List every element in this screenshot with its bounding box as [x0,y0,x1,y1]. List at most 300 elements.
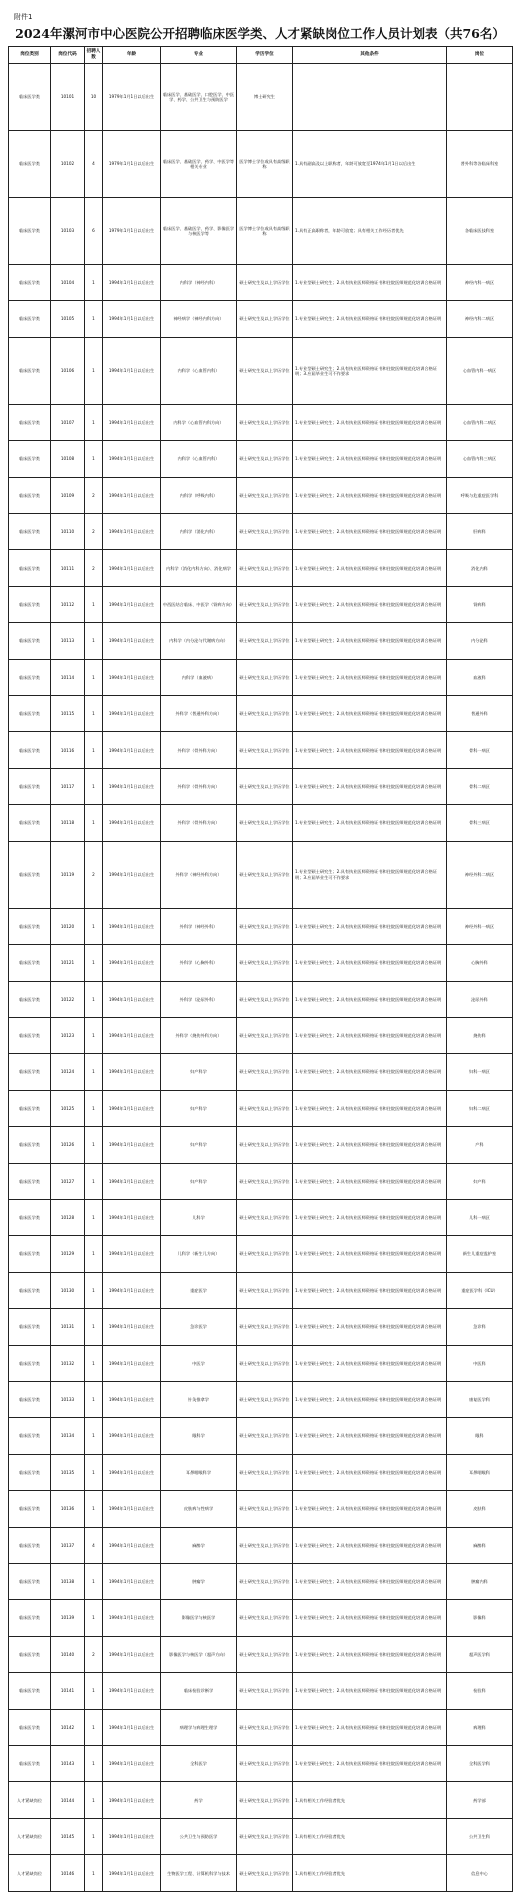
cell-age: 1994年1月1日以后出生 [103,301,161,337]
cell-code: 10115 [51,696,85,732]
cell-major: 儿科学（新生儿方向） [161,1236,237,1272]
table-row [9,1017,513,1053]
cell-position: 病理科 [447,1709,513,1745]
cell-category: 临床医学类 [9,1236,51,1272]
cell-code: 10109 [51,477,85,513]
page-title: 2024年漯河市中心医院公开招聘临床医学类、人才紧缺岗位工作人员计划表（共76名） [15,26,505,41]
cell-age: 1994年1月1日以后出生 [103,1199,161,1235]
cell-position: 神经外科一病区 [447,908,513,944]
table-row [9,1236,513,1272]
cell-position: 眼科 [447,1418,513,1454]
cell-education: 硕士研究生及以上学历学位 [237,265,293,301]
cell-count: 2 [85,477,103,513]
table-row [9,586,513,622]
cell-age: 1994年1月1日以后出生 [103,1491,161,1527]
cell-count: 1 [85,404,103,440]
cell-age: 1994年1月1日以后出生 [103,659,161,695]
cell-education: 硕士研究生及以上学历学位 [237,1782,293,1818]
cell-age: 1994年1月1日以后出生 [103,1746,161,1782]
table-row [9,1127,513,1163]
cell-education: 硕士研究生及以上学历学位 [237,514,293,550]
cell-age: 1994年1月1日以后出生 [103,477,161,513]
cell-age: 1994年1月1日以后出生 [103,1272,161,1308]
cell-major: 耳鼻咽喉科学 [161,1454,237,1490]
cell-education: 硕士研究生及以上学历学位 [237,1199,293,1235]
table-row [9,1381,513,1417]
cell-position: 血液科 [447,659,513,695]
cell-age: 1994年1月1日以后出生 [103,1418,161,1454]
cell-count: 1 [85,1199,103,1235]
cell-category: 临床医学类 [9,1746,51,1782]
cell-category: 临床医学类 [9,1090,51,1126]
cell-count: 1 [85,1163,103,1199]
table-row [9,1163,513,1199]
cell-position: 中医科 [447,1345,513,1381]
cell-major: 内科学（心血管内科） [161,337,237,404]
cell-major: 临床医学、基础医学、口腔医学、中医学、药学、公共卫生与预防医学 [161,64,237,131]
cell-education: 硕士研究生及以上学历学位 [237,404,293,440]
cell-education: 硕士研究生及以上学历学位 [237,623,293,659]
cell-count: 1 [85,908,103,944]
cell-education: 硕士研究生及以上学历学位 [237,1564,293,1600]
cell-count: 1 [85,1855,103,1892]
cell-count: 1 [85,1017,103,1053]
cell-code: 10103 [51,198,85,265]
cell-code: 10138 [51,1564,85,1600]
cell-code: 10133 [51,1381,85,1417]
cell-category: 临床医学类 [9,841,51,908]
cell-count: 10 [85,64,103,131]
cell-requirements: 1.专业型硕士研究生；2.具有执业医师资格证书和住院医师规范化培训合格证明 [293,805,447,841]
cell-count: 1 [85,1746,103,1782]
cell-category: 临床医学类 [9,131,51,198]
header-requirements: 其他条件 [293,47,447,64]
cell-requirements: 1.具有相关工作经验者优先 [293,1855,447,1892]
cell-major: 肿瘤学 [161,1564,237,1600]
cell-requirements: 1.专业型硕士研究生；2.具有执业医师资格证书和住院医师规范化培训合格证明 [293,1127,447,1163]
cell-position: 超声医学科 [447,1636,513,1672]
cell-position: 皮肤科 [447,1491,513,1527]
table-row [9,623,513,659]
cell-position: 神经外科二病区 [447,841,513,908]
cell-code: 10126 [51,1127,85,1163]
cell-category: 临床医学类 [9,1564,51,1600]
table-row [9,1746,513,1782]
table-row [9,1636,513,1672]
cell-code: 10102 [51,131,85,198]
cell-major: 外科学（神经外科） [161,908,237,944]
cell-category: 临床医学类 [9,623,51,659]
cell-requirements: 1.专业型硕士研究生；2.具有执业医师资格证书和住院医师规范化培训合格证明 [293,1673,447,1709]
cell-age: 1994年1月1日以后出生 [103,1236,161,1272]
cell-requirements: 1.专业型硕士研究生；2.具有执业医师资格证书和住院医师规范化培训合格证明 [293,1090,447,1126]
cell-major: 麻醉学 [161,1527,237,1563]
cell-category: 临床医学类 [9,1054,51,1090]
cell-age: 1994年1月1日以后出生 [103,696,161,732]
cell-position: 烧伤科 [447,1017,513,1053]
cell-major: 临床医学、基础医学、药学、影像医学与核医学等 [161,198,237,265]
cell-count: 2 [85,841,103,908]
cell-requirements: 1.专业型硕士研究生；2.具有执业医师资格证书和住院医师规范化培训合格证明 [293,1309,447,1345]
cell-age: 1994年1月1日以后出生 [103,1309,161,1345]
cell-code: 10113 [51,623,85,659]
cell-major: 中西医结合临床、中医学（肾病方向） [161,586,237,622]
cell-requirements: 1.专业型硕士研究生；2.具有执业医师资格证书和住院医师规范化培训合格证明 [293,550,447,586]
cell-requirements: 1.专业型硕士研究生；2.具有执业医师资格证书和住院医师规范化培训合格证明 [293,1709,447,1745]
cell-education: 硕士研究生及以上学历学位 [237,732,293,768]
cell-count: 1 [85,623,103,659]
cell-major: 影像医学与核医学 [161,1600,237,1636]
cell-position: 儿科一病区 [447,1199,513,1235]
cell-position: 新生儿重症监护室 [447,1236,513,1272]
header-major: 专业 [161,47,237,64]
table-row [9,841,513,908]
cell-position: 康复医学科 [447,1381,513,1417]
cell-age: 1994年1月1日以后出生 [103,1527,161,1563]
cell-requirements: 1.专业型硕士研究生；2.具有执业医师资格证书和住院医师规范化培训合格证明 [293,514,447,550]
cell-count: 1 [85,768,103,804]
table-row [9,659,513,695]
cell-code: 10116 [51,732,85,768]
cell-category: 人才紧缺岗位 [9,1855,51,1892]
cell-code: 10124 [51,1054,85,1090]
cell-position: 公共卫生科 [447,1818,513,1854]
cell-count: 1 [85,696,103,732]
header-category: 岗位类别 [9,47,51,64]
cell-education: 硕士研究生及以上学历学位 [237,1345,293,1381]
cell-position: 肾病科 [447,586,513,622]
cell-count: 1 [85,1600,103,1636]
cell-category: 临床医学类 [9,1454,51,1490]
cell-position: 骨科一病区 [447,732,513,768]
cell-major: 药学 [161,1782,237,1818]
cell-requirements: 1.专业型硕士研究生；2.具有执业医师资格证书和住院医师规范化培训合格证明 [293,1527,447,1563]
cell-category: 临床医学类 [9,1381,51,1417]
cell-major: 妇产科学 [161,1163,237,1199]
cell-code: 10108 [51,441,85,477]
cell-position: 影像科 [447,1600,513,1636]
header-code: 岗位代码 [51,47,85,64]
cell-category: 临床医学类 [9,301,51,337]
cell-code: 10131 [51,1309,85,1345]
cell-code: 10134 [51,1418,85,1454]
cell-category: 人才紧缺岗位 [9,1818,51,1854]
table-row [9,1673,513,1709]
cell-requirements [293,64,447,131]
cell-category: 临床医学类 [9,945,51,981]
cell-age: 1994年1月1日以后出生 [103,805,161,841]
cell-education: 硕士研究生及以上学历学位 [237,981,293,1017]
cell-requirements: 1.具有正高职称者，年龄可放宽；具有相关工作经历者优先 [293,198,447,265]
cell-major: 外科学（心胸外科） [161,945,237,981]
cell-code: 10111 [51,550,85,586]
cell-major: 病理学与病理生理学 [161,1709,237,1745]
cell-category: 临床医学类 [9,981,51,1017]
table-row [9,1709,513,1745]
cell-age: 1994年1月1日以后出生 [103,265,161,301]
table-row [9,1818,513,1854]
cell-code: 10118 [51,805,85,841]
table-header-row [9,47,513,64]
cell-major: 急诊医学 [161,1309,237,1345]
recruitment-plan-table [8,46,513,1892]
cell-count: 1 [85,1491,103,1527]
header-count: 招聘人数 [85,47,103,64]
cell-age: 1994年1月1日以后出生 [103,1855,161,1892]
cell-major: 影像医学与核医学（超声方向） [161,1636,237,1672]
cell-education: 硕士研究生及以上学历学位 [237,1818,293,1854]
cell-count: 1 [85,981,103,1017]
cell-count: 2 [85,514,103,550]
table-row [9,301,513,337]
cell-code: 10146 [51,1855,85,1892]
cell-age: 1994年1月1日以后出生 [103,908,161,944]
cell-category: 临床医学类 [9,265,51,301]
cell-major: 内科学（消化内科方向）、消化病学 [161,550,237,586]
cell-education: 硕士研究生及以上学历学位 [237,1309,293,1345]
cell-major: 内科学（内分泌与代谢病方向） [161,623,237,659]
cell-position: 麻醉科 [447,1527,513,1563]
cell-position: 心血管内科二病区 [447,404,513,440]
cell-count: 1 [85,1418,103,1454]
cell-position: 普外科等各临床科室 [447,131,513,198]
cell-position: 心血管内科一病区 [447,337,513,404]
cell-age: 1994年1月1日以后出生 [103,1163,161,1199]
cell-code: 10132 [51,1345,85,1381]
cell-age: 1994年1月1日以后出生 [103,1017,161,1053]
cell-education: 医学博士学位或具有高级职称 [237,198,293,265]
cell-count: 2 [85,550,103,586]
cell-position: 药学部 [447,1782,513,1818]
cell-major: 外科学（骨外科方向） [161,732,237,768]
cell-count: 4 [85,131,103,198]
cell-education: 硕士研究生及以上学历学位 [237,1127,293,1163]
cell-requirements: 1.专业型硕士研究生；2.具有执业医师资格证书和住院医师规范化培训合格证明 [293,768,447,804]
cell-education: 硕士研究生及以上学历学位 [237,1454,293,1490]
cell-category: 临床医学类 [9,1673,51,1709]
cell-position: 妇科二病区 [447,1090,513,1126]
cell-age: 1994年1月1日以后出生 [103,732,161,768]
cell-code: 10110 [51,514,85,550]
cell-requirements: 1.专业型硕士研究生；2.具有执业医师资格证书和住院医师规范化培训合格证明 [293,945,447,981]
table-row [9,908,513,944]
cell-category: 临床医学类 [9,659,51,695]
cell-position [447,64,513,131]
cell-requirements: 1.专业型硕士研究生；2.具有执业医师资格证书和住院医师规范化培训合格证明 [293,265,447,301]
cell-major: 儿科学 [161,1199,237,1235]
cell-major: 中医学 [161,1345,237,1381]
cell-education: 硕士研究生及以上学历学位 [237,945,293,981]
cell-position: 神经内科一病区 [447,265,513,301]
cell-age: 1994年1月1日以后出生 [103,1600,161,1636]
cell-age: 1994年1月1日以后出生 [103,1673,161,1709]
cell-age: 1994年1月1日以后出生 [103,1090,161,1126]
cell-category: 临床医学类 [9,64,51,131]
cell-major: 皮肤病与性病学 [161,1491,237,1527]
cell-major: 内科学（呼吸内科） [161,477,237,513]
cell-position: 急诊科 [447,1309,513,1345]
cell-category: 临床医学类 [9,477,51,513]
table-row [9,1855,513,1892]
cell-category: 临床医学类 [9,550,51,586]
cell-category: 人才紧缺岗位 [9,1782,51,1818]
cell-code: 10145 [51,1818,85,1854]
cell-position: 妇产科 [447,1163,513,1199]
cell-education: 硕士研究生及以上学历学位 [237,659,293,695]
cell-requirements: 1.具有相关工作经验者优先 [293,1818,447,1854]
table-row [9,1454,513,1490]
cell-education: 硕士研究生及以上学历学位 [237,805,293,841]
cell-age: 1994年1月1日以后出生 [103,404,161,440]
cell-major: 内科学（血液病） [161,659,237,695]
table-row [9,1309,513,1345]
cell-age: 1994年1月1日以后出生 [103,841,161,908]
cell-education: 硕士研究生及以上学历学位 [237,477,293,513]
cell-position: 肿瘤内科 [447,1564,513,1600]
cell-education: 硕士研究生及以上学历学位 [237,1090,293,1126]
cell-count: 1 [85,1709,103,1745]
table-row [9,1527,513,1563]
cell-category: 临床医学类 [9,908,51,944]
cell-count: 1 [85,265,103,301]
cell-age: 1994年1月1日以后出生 [103,586,161,622]
cell-education: 硕士研究生及以上学历学位 [237,1017,293,1053]
cell-category: 临床医学类 [9,1272,51,1308]
cell-code: 10125 [51,1090,85,1126]
cell-code: 10143 [51,1746,85,1782]
cell-count: 1 [85,1127,103,1163]
cell-code: 10107 [51,404,85,440]
cell-major: 眼科学 [161,1418,237,1454]
cell-count: 1 [85,659,103,695]
table-row [9,1418,513,1454]
cell-education: 硕士研究生及以上学历学位 [237,1855,293,1892]
cell-count: 1 [85,1236,103,1272]
cell-category: 临床医学类 [9,404,51,440]
cell-position: 耳鼻咽喉科 [447,1454,513,1490]
cell-education: 硕士研究生及以上学历学位 [237,1600,293,1636]
cell-position: 呼吸与危重症医学科 [447,477,513,513]
cell-major: 神经病学（神经内科方向） [161,301,237,337]
cell-code: 10120 [51,908,85,944]
cell-position: 信息中心 [447,1855,513,1892]
cell-count: 1 [85,1309,103,1345]
cell-requirements: 1.专业型硕士研究生；2.具有执业医师资格证书和住院医师规范化培训合格证明 [293,1381,447,1417]
cell-major: 外科学（骨外科方向） [161,768,237,804]
cell-requirements: 1.专业型硕士研究生；2.具有执业医师资格证书和住院医师规范化培训合格证明 [293,1017,447,1053]
cell-code: 10112 [51,586,85,622]
cell-position: 检验科 [447,1673,513,1709]
cell-count: 1 [85,1381,103,1417]
cell-category: 临床医学类 [9,1491,51,1527]
cell-age: 1994年1月1日以后出生 [103,1381,161,1417]
cell-category: 临床医学类 [9,1163,51,1199]
cell-position: 普通外科 [447,696,513,732]
cell-position: 全科医学科 [447,1746,513,1782]
cell-code: 10139 [51,1600,85,1636]
table-row [9,1600,513,1636]
cell-count: 6 [85,198,103,265]
cell-requirements: 1.专业型硕士研究生；2.具有执业医师资格证书和住院医师规范化培训合格证明 [293,1236,447,1272]
cell-education: 硕士研究生及以上学历学位 [237,1272,293,1308]
cell-code: 10137 [51,1527,85,1563]
cell-age: 1994年1月1日以后出生 [103,1818,161,1854]
cell-category: 临床医学类 [9,1127,51,1163]
cell-count: 2 [85,1636,103,1672]
table-row [9,550,513,586]
table-row [9,696,513,732]
cell-code: 10144 [51,1782,85,1818]
cell-age: 1979年1月1日以后出生 [103,198,161,265]
table-row [9,337,513,404]
cell-requirements: 1.专业型硕士研究生；2.具有执业医师资格证书和住院医师规范化培训合格证明 [293,1491,447,1527]
cell-requirements: 1.专业型硕士研究生；2.具有执业医师资格证书和住院医师规范化培训合格证明 [293,696,447,732]
cell-major: 全科医学 [161,1746,237,1782]
cell-education: 硕士研究生及以上学历学位 [237,768,293,804]
cell-education: 医学博士学位或具有高级职称 [237,131,293,198]
cell-code: 10123 [51,1017,85,1053]
cell-age: 1994年1月1日以后出生 [103,1636,161,1672]
cell-count: 1 [85,1454,103,1490]
table-row [9,265,513,301]
cell-code: 10135 [51,1454,85,1490]
cell-category: 临床医学类 [9,1309,51,1345]
cell-count: 1 [85,945,103,981]
cell-education: 硕士研究生及以上学历学位 [237,1491,293,1527]
cell-count: 1 [85,805,103,841]
cell-age: 1994年1月1日以后出生 [103,623,161,659]
cell-major: 外科学（普通外科方向） [161,696,237,732]
cell-requirements: 1.专业型硕士研究生；2.具有执业医师资格证书和住院医师规范化培训合格证明 [293,1600,447,1636]
cell-education: 博士研究生 [237,64,293,131]
cell-age: 1979年1月1日以后出生 [103,64,161,131]
cell-requirements: 1.专业型硕士研究生；2.具有执业医师资格证书和住院医师规范化培训合格证明 [293,623,447,659]
cell-education: 硕士研究生及以上学历学位 [237,1418,293,1454]
cell-requirements: 1.专业型硕士研究生；2.具有执业医师资格证书和住院医师规范化培训合格证明 [293,441,447,477]
cell-major: 重症医学 [161,1272,237,1308]
cell-requirements: 1.专业型硕士研究生；2.具有执业医师资格证书和住院医师规范化培训合格证明 [293,659,447,695]
cell-count: 1 [85,1345,103,1381]
table-row [9,981,513,1017]
cell-category: 临床医学类 [9,1709,51,1745]
cell-position: 心胸外科 [447,945,513,981]
cell-position: 泌尿外科 [447,981,513,1017]
cell-education: 硕士研究生及以上学历学位 [237,1746,293,1782]
cell-major: 妇产科学 [161,1127,237,1163]
cell-major: 妇产科学 [161,1090,237,1126]
table-row [9,1564,513,1600]
cell-code: 10105 [51,301,85,337]
cell-requirements: 1.专业型硕士研究生；2.具有执业医师资格证书和住院医师规范化培训合格证明 [293,1272,447,1308]
cell-age: 1994年1月1日以后出生 [103,1127,161,1163]
table-row [9,732,513,768]
cell-major: 内科学（心血管内科方向） [161,404,237,440]
cell-requirements: 1.专业型硕士研究生；2.具有执业医师资格证书和住院医师规范化培训合格证明 [293,1345,447,1381]
cell-category: 临床医学类 [9,514,51,550]
table-row [9,1345,513,1381]
cell-count: 1 [85,1090,103,1126]
cell-age: 1994年1月1日以后出生 [103,441,161,477]
table-row [9,1272,513,1308]
cell-code: 10130 [51,1272,85,1308]
cell-count: 1 [85,1054,103,1090]
table-row [9,131,513,198]
table-row [9,1782,513,1818]
cell-age: 1994年1月1日以后出生 [103,981,161,1017]
cell-code: 10117 [51,768,85,804]
cell-education: 硕士研究生及以上学历学位 [237,337,293,404]
cell-code: 10140 [51,1636,85,1672]
